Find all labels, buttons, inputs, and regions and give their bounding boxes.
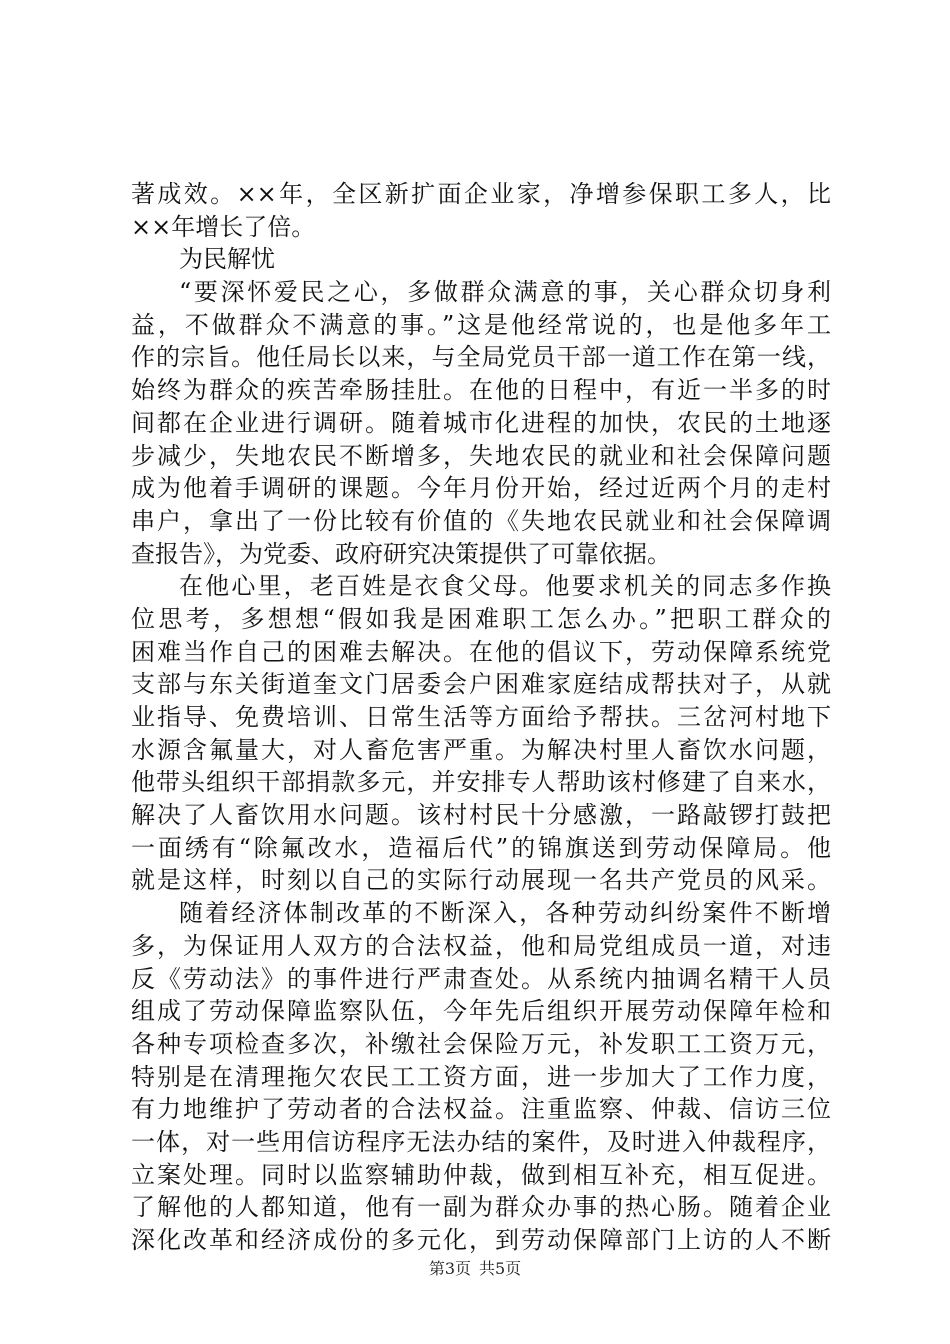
- text-line: 就是这样，时刻以自己的实际行动展现一名共产党员的风采。: [131, 866, 831, 895]
- text-line: 特别是在清理拖欠农民工工资方面，进一步加大了工作力度，: [131, 1062, 831, 1091]
- text-line: 水源含氟量大，对人畜危害严重。为解决村里人畜饮水问题，: [131, 735, 831, 764]
- text-line: ××年增长了倍。: [131, 212, 316, 241]
- page-total: 共5页: [479, 1259, 522, 1278]
- text-line: 一面绣有“除氟改水，造福后代”的锦旗送到劳动保障局。他: [131, 833, 831, 862]
- text-line: 反《劳动法》的事件进行严肃查处。从系统内抽调名精干人员: [131, 964, 831, 993]
- text-line: 随着经济体制改革的不断深入，各种劳动纠纷案件不断增: [179, 899, 831, 928]
- text-line: “要深怀爱民之心，多做群众满意的事，关心群众切身利: [179, 278, 831, 307]
- page-footer: [0, 1259, 950, 1279]
- body-text: [131, 178, 831, 1257]
- text-line: 查报告》，为党委、政府研究决策提供了可靠依据。: [131, 539, 671, 568]
- text-line: 作的宗旨。他任局长以来，与全局党员干部一道工作在第一线，: [131, 343, 831, 372]
- text-line: 间都在企业进行调研。随着城市化进程的加快，农民的土地逐: [131, 408, 831, 437]
- text-line: 立案处理。同时以监察辅助仲裁，做到相互补充，相互促进。: [131, 1160, 831, 1189]
- text-line: 支部与东关街道奎文门居委会户困难家庭结成帮扶对子，从就: [131, 670, 831, 699]
- text-line: 组成了劳动保障监察队伍，今年先后组织开展劳动保障年检和: [131, 997, 831, 1026]
- text-line: 成为他着手调研的课题。今年月份开始，经过近两个月的走村: [131, 474, 831, 503]
- text-line: 多，为保证用人双方的合法权益，他和局党组成员一道，对违: [131, 931, 831, 960]
- text-line: 深化改革和经济成份的多元化，到劳动保障部门上访的人不断: [131, 1226, 831, 1254]
- text-line: 各种专项检查多次，补缴社会保险万元，补发职工工资万元，: [131, 1029, 831, 1058]
- text-line: 位思考，多想想“假如我是困难职工怎么办。”把职工群众的: [131, 604, 831, 633]
- text-line: 益，不做群众不满意的事。”这是他经常说的，也是他多年工: [131, 310, 831, 339]
- text-line: 他带头组织干部捐款多元，并安排专人帮助该村修建了自来水，: [131, 768, 831, 797]
- text-line: 著成效。××年，全区新扩面企业家，净增参保职工多人，比: [131, 180, 831, 208]
- text-line: 为民解忧: [179, 245, 275, 274]
- text-line: 困难当作自己的困难去解决。在他的倡议下，劳动保障系统党: [131, 637, 831, 666]
- text-line: 步减少，失地农民不断增多，失地农民的就业和社会保障问题: [131, 441, 831, 470]
- page-number: 第3页: [428, 1259, 471, 1278]
- text-line: 始终为群众的疾苦牵肠挂肚。在他的日程中，有近一半多的时: [131, 376, 831, 405]
- text-line: 有力地维护了劳动者的合法权益。注重监察、仲裁、信访三位: [131, 1095, 831, 1124]
- text-line: 在他心里，老百姓是衣食父母。他要求机关的同志多作换: [179, 572, 831, 601]
- text-line: 业指导、免费培训、日常生活等方面给予帮扶。三岔河村地下: [131, 703, 831, 731]
- text-line: 了解他的人都知道，他有一副为群众办事的热心肠。随着企业: [131, 1193, 831, 1222]
- text-line: 串户，拿出了一份比较有价值的《失地农民就业和社会保障调: [131, 506, 831, 535]
- text-line: 解决了人畜饮用水问题。该村村民十分感激，一路敲锣打鼓把: [131, 801, 831, 830]
- text-line: 一体，对一些用信访程序无法办结的案件，及时进入仲裁程序，: [131, 1127, 831, 1156]
